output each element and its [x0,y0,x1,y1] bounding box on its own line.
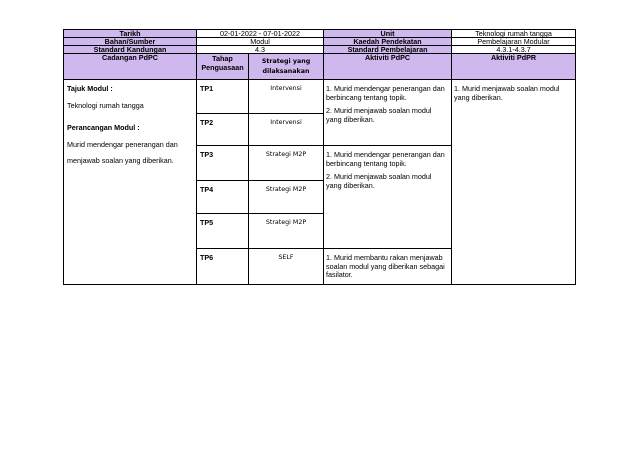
col-aktiviti: Aktiviti PdPC [324,54,452,80]
unit-label: Unit [324,30,452,38]
lesson-plan-table [63,29,576,285]
aktiviti-item: 2. Murid menjawab soalan modul yang diberikan. [326,106,432,124]
col-pdpr: Aktiviti PdPR [452,54,576,80]
tarikh-value: 02-01-2022 - 07-01-2022 [197,30,324,38]
module-plan-cell [64,80,197,285]
tp-cell: TP2 [197,114,249,146]
aktiviti-group-2 [324,146,452,249]
tp-cell: TP3 [197,146,249,181]
col-cadangan: Cadangan PdPC [64,54,197,80]
aktiviti-item: 1. Murid membantu rakan menjawab soalan modul yang diberikan sebagai fasilator. [326,253,445,280]
kaedah-value: Pembelajaran Modular [452,38,576,46]
strategi-cell: Strategi M2P [249,146,324,181]
perancangan-line1: Murid mendengar penerangan dan [67,139,178,149]
strategi-cell: Intervensi [249,80,324,114]
sk-label: Standard Kandungan [64,46,197,54]
perancangan-line2: menjawab soalan yang diberikan. [67,156,174,166]
tajuk-value: Teknologi rumah tangga [67,100,144,110]
tp-cell: TP5 [197,214,249,249]
tp-cell: TP1 [197,80,249,114]
aktiviti-item: 1. Murid mendengar penerangan dan berbincang tentang topik. [326,150,445,168]
tajuk-label: Tajuk Modul : [67,84,113,93]
aktiviti-group-3 [324,249,452,285]
strategi-cell: SELF [249,249,324,285]
pdpr-item: 1. Murid menjawab soalan modul yang diberikan. [454,84,560,102]
strategi-cell: Strategi M2P [249,214,324,249]
sk-value: 4.3 [197,46,324,54]
col-tahap: Tahap Penguasaan [197,54,249,80]
strategi-cell: Intervensi [249,114,324,146]
aktiviti-item: 1. Murid mendengar penerangan dan berbincang tentang topik. [326,84,445,102]
strategi-cell: Strategi M2P [249,181,324,214]
table-row [64,80,576,114]
perancangan-label: Perancangan Modul : [67,123,140,133]
sp-value: 4.3.1-4.3.7 [452,46,576,54]
col-strategi: Strategi yang dilaksanakan [249,54,324,80]
bahan-label: Bahan/Sumber [64,38,197,46]
unit-value: Teknologi rumah tangga [452,30,576,38]
kaedah-label: Kaedah Pendekatan [324,38,452,46]
aktiviti-group-1 [324,80,452,146]
sp-label: Standard Pembelajaran [324,46,452,54]
aktiviti-item: 2. Murid menjawab soalan modul yang diberikan. [326,172,432,190]
bahan-value: Modul [197,38,324,46]
pdpr-cell [452,80,576,285]
column-header-row [64,54,576,80]
tarikh-label: Tarikh [64,30,197,38]
tp-cell: TP4 [197,181,249,214]
tp-cell: TP6 [197,249,249,285]
